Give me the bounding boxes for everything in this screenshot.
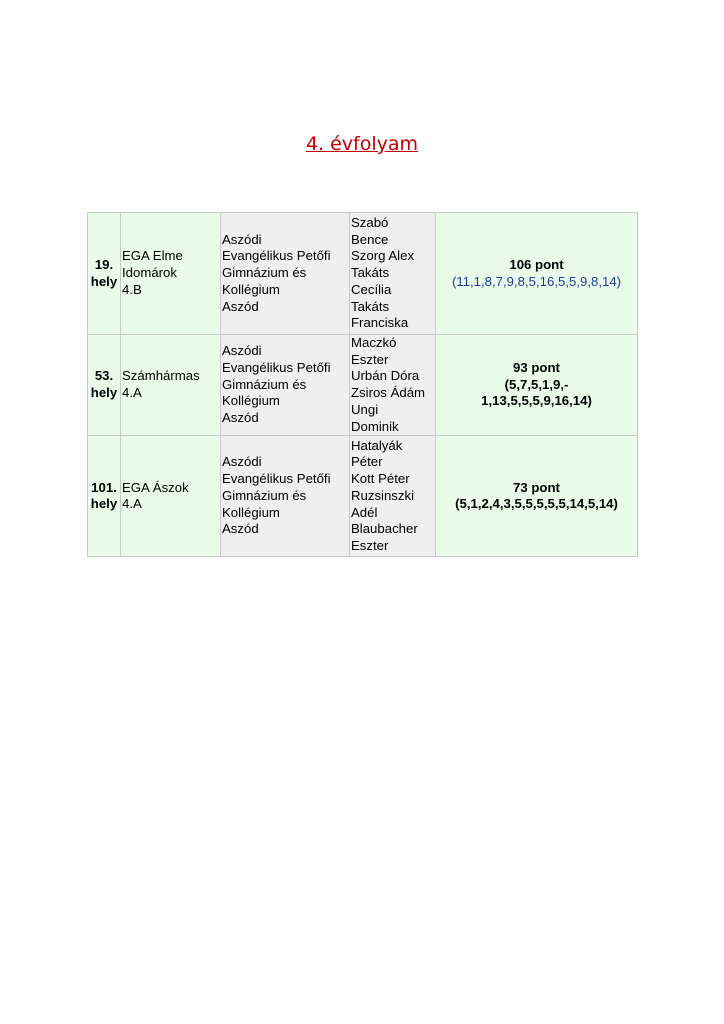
member-line: Takáts (351, 265, 390, 281)
score-total: 93 pont (513, 360, 560, 376)
school-line: Aszódi (222, 454, 262, 470)
school-line: Kollégium (222, 281, 280, 297)
team-cell (121, 213, 221, 335)
member-line: Hatalyák (351, 437, 403, 453)
place-cell (88, 213, 121, 335)
place-word: hely (90, 273, 118, 289)
school-line: Aszód (222, 298, 259, 314)
member-line: Ruzsinszki (351, 487, 415, 503)
school-cell (221, 436, 350, 557)
team-name-line: Számhármas (122, 368, 200, 384)
member-line: Dominik (351, 418, 399, 434)
member-line: Cecília (351, 281, 392, 297)
place-cell (88, 335, 121, 436)
place-number: 53. (94, 368, 114, 384)
table-row (88, 335, 638, 436)
score-cell (436, 436, 638, 557)
score-detail: 1,13,5,5,5,9,16,14) (481, 393, 592, 409)
team-name-line: Idomárok (122, 265, 177, 281)
team-name-line: EGA Elme (122, 248, 183, 264)
school-line: Evangélikus Petőfi (222, 360, 331, 376)
member-line: Szabó (351, 215, 389, 231)
member-line: Adél (351, 504, 378, 520)
place-word: hely (90, 385, 118, 401)
page-title: 4. évfolyam (305, 133, 419, 155)
team-cell (121, 436, 221, 557)
member-line: Zsiros Ádám (351, 385, 426, 401)
score-total: 106 pont (509, 256, 564, 272)
member-line: Kott Péter (351, 471, 410, 487)
place-number: 101. (91, 479, 117, 495)
place-word: hely (90, 496, 118, 512)
member-line: Maczkó (351, 335, 397, 350)
member-line: Eszter (351, 537, 389, 553)
member-line: Szorg Alex (351, 248, 415, 264)
member-line: Péter (351, 454, 383, 470)
school-line: Gimnázium és (222, 487, 307, 503)
school-line: Gimnázium és (222, 265, 307, 281)
team-class: 4.A (122, 496, 142, 512)
member-line: Franciska (351, 315, 409, 331)
member-line: Takáts (351, 298, 390, 314)
school-line: Kollégium (222, 504, 280, 520)
school-line: Evangélikus Petőfi (222, 471, 331, 487)
place-cell (88, 436, 121, 557)
school-cell (221, 213, 350, 335)
team-class: 4.B (122, 281, 142, 297)
member-line: Eszter (351, 351, 389, 367)
score-cell (436, 213, 638, 335)
score-detail: (5,1,2,4,3,5,5,5,5,5,14,5,14) (455, 496, 618, 512)
team-name-line: EGA Ászok (122, 479, 189, 495)
school-line: Evangélikus Petőfi (222, 248, 331, 264)
score-detail: (11,1,8,7,9,8,5,16,5,5,9,8,14) (451, 273, 622, 289)
member-line: Ungi (351, 401, 379, 417)
score-cell (436, 335, 638, 436)
score-detail: (5,7,5,1,9,- (504, 376, 569, 392)
members-cell (350, 213, 436, 335)
school-line: Aszód (222, 410, 259, 426)
members-cell (350, 335, 436, 436)
score-total: 73 pont (513, 479, 560, 495)
place-number: 19. (94, 256, 114, 272)
school-line: Aszód (222, 521, 259, 537)
team-cell (121, 335, 221, 436)
member-line: Blaubacher (351, 521, 418, 537)
team-class: 4.A (122, 385, 142, 401)
school-cell (221, 335, 350, 436)
table-row (88, 436, 638, 557)
member-line: Bence (351, 231, 389, 247)
school-line: Aszódi (222, 231, 262, 247)
school-line: Kollégium (222, 393, 280, 409)
results-table (87, 212, 638, 557)
table-row (88, 213, 638, 335)
members-cell (350, 436, 436, 557)
school-line: Aszódi (222, 343, 262, 359)
member-line: Urbán Dóra (351, 368, 420, 384)
school-line: Gimnázium és (222, 376, 307, 392)
